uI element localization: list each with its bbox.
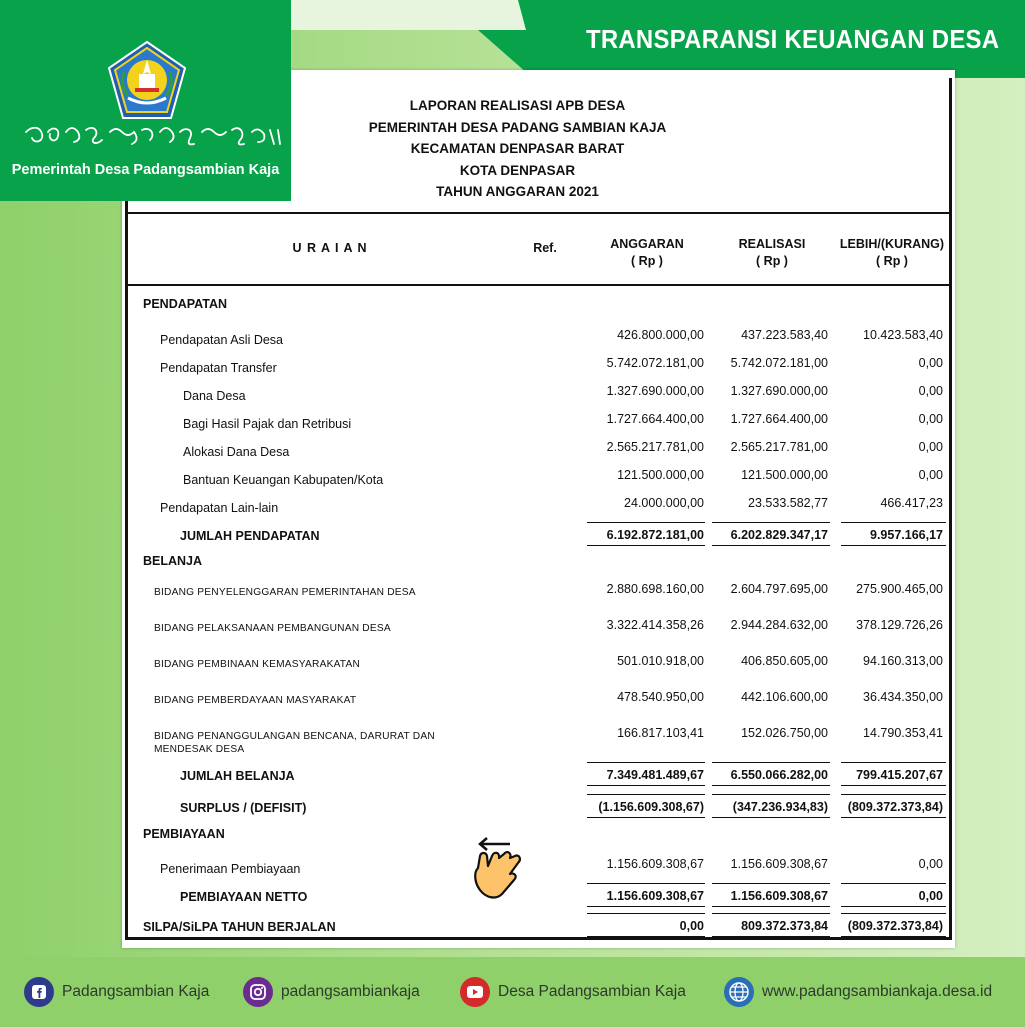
realisasi-value: 1.156.609.308,67 — [730, 857, 828, 871]
realisasi-value: 2.604.797.695,00 — [730, 582, 828, 596]
realisasi-value: 152.026.750,00 — [741, 726, 828, 740]
anggaran-value: (1.156.609.308,67) — [598, 800, 704, 814]
total-rule-top — [841, 762, 946, 763]
anggaran-value: 121.500.000,00 — [617, 468, 704, 482]
heading-divider — [127, 212, 950, 214]
banner-title: TRANSPARANSI KEUANGAN DESA — [585, 24, 999, 54]
anggaran-value: 166.817.103,41 — [617, 726, 704, 740]
total-rule-top — [712, 522, 830, 523]
total-rule-bottom — [712, 817, 830, 818]
realisasi-label: REALISASI — [738, 237, 806, 251]
total-rule-bottom — [841, 545, 946, 546]
website-link[interactable] — [724, 977, 992, 1007]
anggaran-value: 24.000.000,00 — [624, 496, 704, 510]
lebih-unit: ( Rp ) — [876, 254, 908, 268]
total-rule-bottom — [841, 906, 946, 907]
lebih-kurang-value: 0,00 — [918, 384, 943, 398]
lebih-kurang-value: 466.417,23 — [880, 496, 943, 510]
total-rule-top — [712, 913, 830, 914]
lebih-kurang-value: 0,00 — [918, 857, 943, 871]
report-heading-line-4: KOTA DENPASAR — [459, 162, 576, 178]
report-heading-line-1: LAPORAN REALISASI APB DESA — [409, 98, 626, 113]
row-label: PEMBIAYAAN — [143, 827, 225, 841]
anggaran-value: 1.727.664.400,00 — [606, 412, 704, 426]
realisasi-unit: ( Rp ) — [756, 254, 788, 268]
lebih-kurang-value: 10.423.583,40 — [863, 328, 943, 342]
realisasi-value: 6.550.066.282,00 — [730, 768, 828, 782]
lebih-kurang-value: 0,00 — [918, 468, 943, 482]
realisasi-value: 1.327.690.000,00 — [730, 384, 828, 398]
total-rule-bottom — [587, 906, 705, 907]
anggaran-value: 1.156.609.308,67 — [606, 857, 704, 871]
realisasi-value: 1.727.664.400,00 — [730, 412, 828, 426]
row-label: Pendapatan Asli Desa — [160, 333, 284, 347]
row-label: Bantuan Keuangan Kabupaten/Kota — [183, 473, 384, 487]
row-label: SILPA/SiLPA TAHUN BERJALAN — [143, 920, 336, 934]
total-rule-bottom — [587, 785, 705, 786]
lebih-kurang-value: 799.415.207,67 — [856, 768, 943, 782]
anggaran-value: 3.322.414.358,26 — [606, 618, 704, 632]
realisasi-value: 5.742.072.181,00 — [730, 356, 828, 370]
lebih-kurang-value: 0,00 — [918, 440, 943, 454]
lebih-kurang-value: 275.900.465,00 — [856, 582, 943, 596]
youtube-link[interactable] — [460, 977, 686, 1007]
realisasi-value: 437.223.583,40 — [741, 328, 828, 342]
row-label: Bagi Hasil Pajak dan Retribusi — [183, 417, 352, 431]
lebih-kurang-value: 36.434.350,00 — [863, 690, 943, 704]
realisasi-value: 442.106.600,00 — [741, 690, 828, 704]
anggaran-value: 478.540.950,00 — [617, 690, 704, 704]
lebih-kurang-value: 0,00 — [918, 412, 943, 426]
row-label: Penerimaan Pembiayaan — [160, 862, 301, 876]
realisasi-value: 23.533.582,77 — [748, 496, 828, 510]
row-label-continued: MENDESAK DESA — [154, 744, 245, 755]
row-label: SURPLUS / (DEFISIT) — [180, 801, 307, 815]
logo-caption: Pemerintah Desa Padangsambian Kaja — [11, 162, 280, 178]
globe-icon — [724, 977, 754, 1007]
row-label: BIDANG PELAKSANAAN PEMBANGUNAN DESA — [154, 623, 391, 634]
instagram-link[interactable] — [243, 977, 420, 1007]
lebih-kurang-value: 378.129.726,26 — [856, 618, 943, 632]
row-label: BIDANG PEMBERDAYAAN MASYARAKAT — [154, 695, 357, 706]
table-bottom-rule — [127, 937, 950, 940]
youtube-icon — [460, 977, 490, 1007]
report-heading-line-5: TAHUN ANGGARAN 2021 — [436, 184, 599, 200]
realisasi-value: 2.565.217.781,00 — [730, 440, 828, 454]
column-header-lebih-kurang — [834, 236, 950, 270]
lebih-kurang-value: 0,00 — [918, 889, 943, 903]
total-rule-top — [841, 522, 946, 523]
row-label: BIDANG PEMBINAAN KEMASYARAKATAN — [154, 659, 361, 670]
row-label: JUMLAH PENDAPATAN — [180, 529, 320, 543]
total-rule-bottom — [587, 817, 705, 818]
report-heading-line-3: KECAMATAN DENPASAR BARAT — [410, 141, 625, 157]
anggaran-value: 0,00 — [679, 919, 704, 933]
row-label: JUMLAH BELANJA — [180, 769, 295, 783]
total-rule-bottom — [712, 545, 830, 546]
total-rule-top — [841, 794, 946, 795]
total-rule-top — [587, 522, 705, 523]
row-label: BIDANG PENYELENGGARAN PEMERINTAHAN DESA — [154, 587, 416, 598]
facebook-link[interactable] — [24, 977, 209, 1007]
total-rule-bottom — [712, 785, 830, 786]
lebih-kurang-value: 14.790.353,41 — [863, 726, 943, 740]
realisasi-value: 809.372.373,84 — [741, 919, 828, 933]
realisasi-value: (347.236.934,83) — [732, 800, 828, 814]
anggaran-unit: ( Rp ) — [631, 254, 663, 268]
row-label: Dana Desa — [183, 389, 246, 403]
balinese-script-title — [22, 122, 282, 154]
realisasi-value: 1.156.609.308,67 — [730, 889, 828, 903]
total-rule-bottom — [841, 817, 946, 818]
lebih-label: LEBIH/(KURANG) — [839, 237, 945, 251]
anggaran-value: 501.010.918,00 — [617, 654, 704, 668]
anggaran-value: 426.800.000,00 — [617, 328, 704, 342]
total-rule-top — [587, 762, 705, 763]
total-rule-top — [587, 794, 705, 795]
row-label: PEMBIAYAAN NETTO — [180, 890, 308, 904]
anggaran-value: 7.349.481.489,67 — [606, 768, 704, 782]
anggaran-value: 1.327.690.000,00 — [606, 384, 704, 398]
row-label: BIDANG PENANGGULANGAN BENCANA, DARURAT DAN — [154, 731, 435, 742]
sheet-left-border — [125, 200, 128, 940]
lebih-kurang-value: 94.160.313,00 — [863, 654, 943, 668]
realisasi-value: 406.850.605,00 — [741, 654, 828, 668]
anggaran-value: 6.192.872.181,00 — [606, 528, 704, 542]
report-heading-line-2: PEMERINTAH DESA PADANG SAMBIAN KAJA — [368, 119, 667, 135]
total-rule-top — [587, 913, 705, 914]
row-label: Pendapatan Transfer — [160, 361, 277, 375]
youtube-label: Desa Padangsambian Kaja — [498, 983, 686, 1000]
column-header-divider — [127, 284, 950, 286]
lebih-kurang-value: (809.372.373,84) — [847, 919, 943, 933]
total-rule-top — [712, 794, 830, 795]
instagram-label: padangsambiankaja — [281, 983, 420, 1000]
total-rule-bottom — [841, 785, 946, 786]
swipe-hand-icon — [470, 832, 528, 902]
anggaran-value: 2.880.698.160,00 — [606, 582, 704, 596]
column-header-uraian: U R A I A N — [292, 241, 368, 255]
report-heading — [330, 95, 705, 203]
lebih-kurang-value: 0,00 — [918, 356, 943, 370]
total-rule-top — [587, 883, 705, 884]
village-crest-logo — [106, 40, 188, 122]
website-label: www.padangsambiankaja.desa.id — [762, 983, 993, 1000]
total-rule-bottom — [712, 906, 830, 907]
total-rule-top — [841, 913, 946, 914]
row-label: Pendapatan Lain-lain — [160, 501, 279, 515]
total-rule-top — [841, 883, 946, 884]
column-header-realisasi — [710, 236, 834, 270]
realisasi-value: 2.944.284.632,00 — [730, 618, 828, 632]
anggaran-label: ANGGARAN — [610, 237, 684, 251]
facebook-icon — [24, 977, 54, 1007]
sheet-right-border — [949, 78, 952, 940]
realisasi-value: 121.500.000,00 — [741, 468, 828, 482]
column-header-anggaran — [585, 236, 709, 270]
instagram-icon — [243, 977, 273, 1007]
total-rule-top — [712, 762, 830, 763]
facebook-label: Padangsambian Kaja — [62, 983, 210, 1000]
total-rule-bottom — [587, 545, 705, 546]
lebih-kurang-value: 9.957.166,17 — [870, 528, 943, 542]
total-rule-top — [712, 883, 830, 884]
row-label: PENDAPATAN — [143, 297, 228, 311]
anggaran-value: 5.742.072.181,00 — [606, 356, 704, 370]
lebih-kurang-value: (809.372.373,84) — [847, 800, 943, 814]
realisasi-value: 6.202.829.347,17 — [730, 528, 828, 542]
row-label: BELANJA — [143, 554, 203, 568]
column-header-ref: Ref. — [533, 241, 557, 255]
anggaran-value: 2.565.217.781,00 — [606, 440, 704, 454]
anggaran-value: 1.156.609.308,67 — [606, 889, 704, 903]
row-label: Alokasi Dana Desa — [183, 445, 290, 459]
